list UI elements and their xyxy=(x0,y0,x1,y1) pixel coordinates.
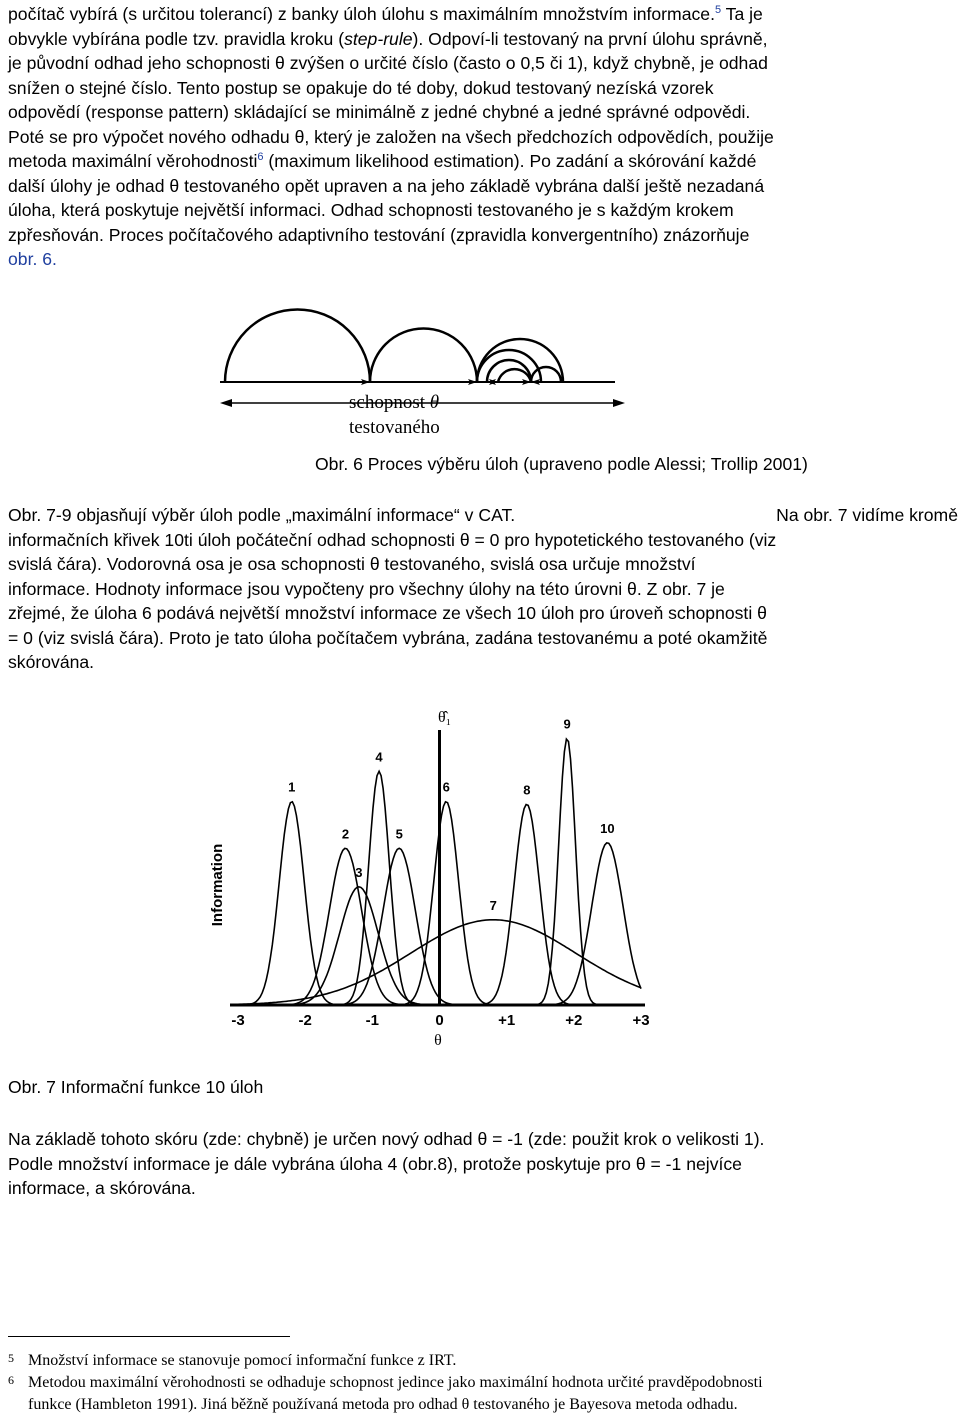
p1-line-6: Poté se pro výpočet nového odhadu θ, který je založen na všech předchozích odpovědích, použije xyxy=(8,126,774,147)
p1-line-11-figure-link[interactable]: obr. 6. xyxy=(8,249,57,269)
x-tick-label: -3 xyxy=(231,1012,245,1029)
p2-line-7: skórována. xyxy=(8,652,95,672)
x-tick-label: +3 xyxy=(632,1012,650,1029)
p1-line-3: je původní odhad jeho schopnosti θ zvýšen o určité číslo (často o 0,5 či 1), když chybně, je odhad xyxy=(8,53,768,73)
curve-label-6: 6 xyxy=(442,779,450,795)
curve-label-10: 10 xyxy=(600,820,615,836)
curve-label-7: 7 xyxy=(489,897,497,913)
p1-line-9: úloha, která poskytuje největší informaci. Odhad schopnosti testovaného je s každým krokem xyxy=(8,200,734,220)
p1-line-10: zpřesňován. Proces počítačového adaptivního testování (zpravidla konvergentního) znázorňuje xyxy=(8,224,750,245)
paragraph-1 xyxy=(8,2,958,272)
p2-line-6: = 0 (viz svislá čára). Proto je tato úloha počítačem vybrána, zadána testovanému a poté okamžitě xyxy=(8,627,768,648)
curve-label-9: 9 xyxy=(563,716,571,732)
curve-label-2: 2 xyxy=(341,826,350,842)
p2-line-2: informačních křivek 10ti úloh počáteční odhad schopnosti θ = 0 pro hypotetického testovaného (viz xyxy=(8,529,777,550)
axis-arrowhead-left xyxy=(220,399,232,407)
footnote-separator xyxy=(8,1336,290,1337)
figure-6-caption: Obr. 6 Proces výběru úloh (upraveno podle Alessi; Trollip 2001) xyxy=(315,454,808,474)
x-tick-label: -1 xyxy=(365,1012,380,1029)
footnote-ref-6[interactable]: 6 xyxy=(257,151,264,164)
arc-3 xyxy=(477,339,563,382)
x-tick-label: +2 xyxy=(565,1012,583,1029)
axis-arrowhead-right xyxy=(613,399,625,407)
curve-label-3: 3 xyxy=(355,864,363,880)
p2-line-1: Obr. 7-9 objasňují výběr úloh podle „maximální informace“ v CAT. Na obr. 7 vidíme kromě xyxy=(8,505,958,525)
footnote-6: 6 Metodou maximální věrohodnosti se odhaduje schopnost jedince jako maximální hodnota určité pravděpodobnosti funkce (Hambleton 1991). Jiná běžně používaná metoda pro odhad θ testovaného je Bayesova metoda odhadu. xyxy=(8,1373,763,1413)
footnote-ref-5[interactable]: 5 xyxy=(714,4,722,17)
p1-line-2: obvykle vybírána podle tzv. pravidla kroku (step-rule). Odpoví-li testovaný na první úlohu správně, xyxy=(8,28,768,49)
curve-label-4: 4 xyxy=(375,749,383,765)
x-tick-label: 0 xyxy=(435,1012,444,1029)
x-tick-label: -2 xyxy=(298,1012,312,1029)
curve-label-1: 1 xyxy=(288,779,296,795)
chart-ylabel: Information xyxy=(209,843,226,927)
p3-line-3: informace, a skórována. xyxy=(8,1178,196,1198)
curve-label-8: 8 xyxy=(523,782,531,798)
figure-7-information-chart xyxy=(200,700,680,1060)
paragraph-2 xyxy=(8,503,958,675)
p3-line-2: Podle množství informace je dále vybrána úloha 4 (obr.8), protože poskytuje pro θ = -1 nejvíce xyxy=(8,1153,742,1174)
paragraph-3 xyxy=(8,1127,958,1201)
arc-2 xyxy=(370,329,477,383)
figure-6-axis-label: schopnost θ testovaného xyxy=(349,392,440,438)
p2-line-4: informace. Hodnoty informace jsou vypočteny pro všechny úlohy na této úrovni θ. Z obr. 7 je xyxy=(8,578,725,599)
chart-top-label: θ̂₁ xyxy=(438,709,452,726)
p1-line-7: metoda maximální věrohodnosti$^6$ (maximum likelihood estimation). Po zadání a skórování každé xyxy=(8,151,757,171)
p1-line-5: odpovědí (response pattern) skládající se minimálně z jedné chybné a jedné správné odpovědi. xyxy=(8,102,751,122)
arc-1 xyxy=(225,310,370,383)
p2-line-3: svislá čára). Vodorovná osa je osa schopnosti θ testovaného, svislá osa určuje množství xyxy=(8,554,696,574)
x-ticks-group xyxy=(231,1012,649,1029)
p2-line-5: zřejmé, že úloha 6 podává největší množství informace ze všech 10 úloh pro úroveň schopnosti θ xyxy=(8,603,767,623)
arc-6 xyxy=(498,369,531,382)
chart-xlabel: θ xyxy=(434,1032,442,1049)
p3-line-1: Na základě tohoto skóru (zde: chybně) je určen nový odhad θ = -1 (zde: použit krok o velikosti 1). xyxy=(8,1129,765,1149)
arc-7 xyxy=(531,367,561,382)
curve-label-5: 5 xyxy=(395,826,403,842)
p1-line-1: počítač vybírá (s určitou tolerancí) z banky úloh úlohu s maximálním množstvím informace.$^5$ Ta je xyxy=(8,4,763,24)
x-tick-label: +1 xyxy=(498,1012,516,1029)
p1-line-4: snížen o stejné číslo. Tento postup se opakuje do té doby, dokud testovaný nezíská vzorek xyxy=(8,77,714,98)
figure-7-caption: Obr. 7 Informační funkce 10 úloh xyxy=(8,1077,264,1097)
footnote-5: 5 Množství informace se stanovuje pomocí informační funkce z IRT. xyxy=(8,1351,457,1369)
p1-line-8: další úlohy je odhad θ testovaného opět upraven a na jeho základě vybrána další ještě nezadaná xyxy=(8,175,765,196)
